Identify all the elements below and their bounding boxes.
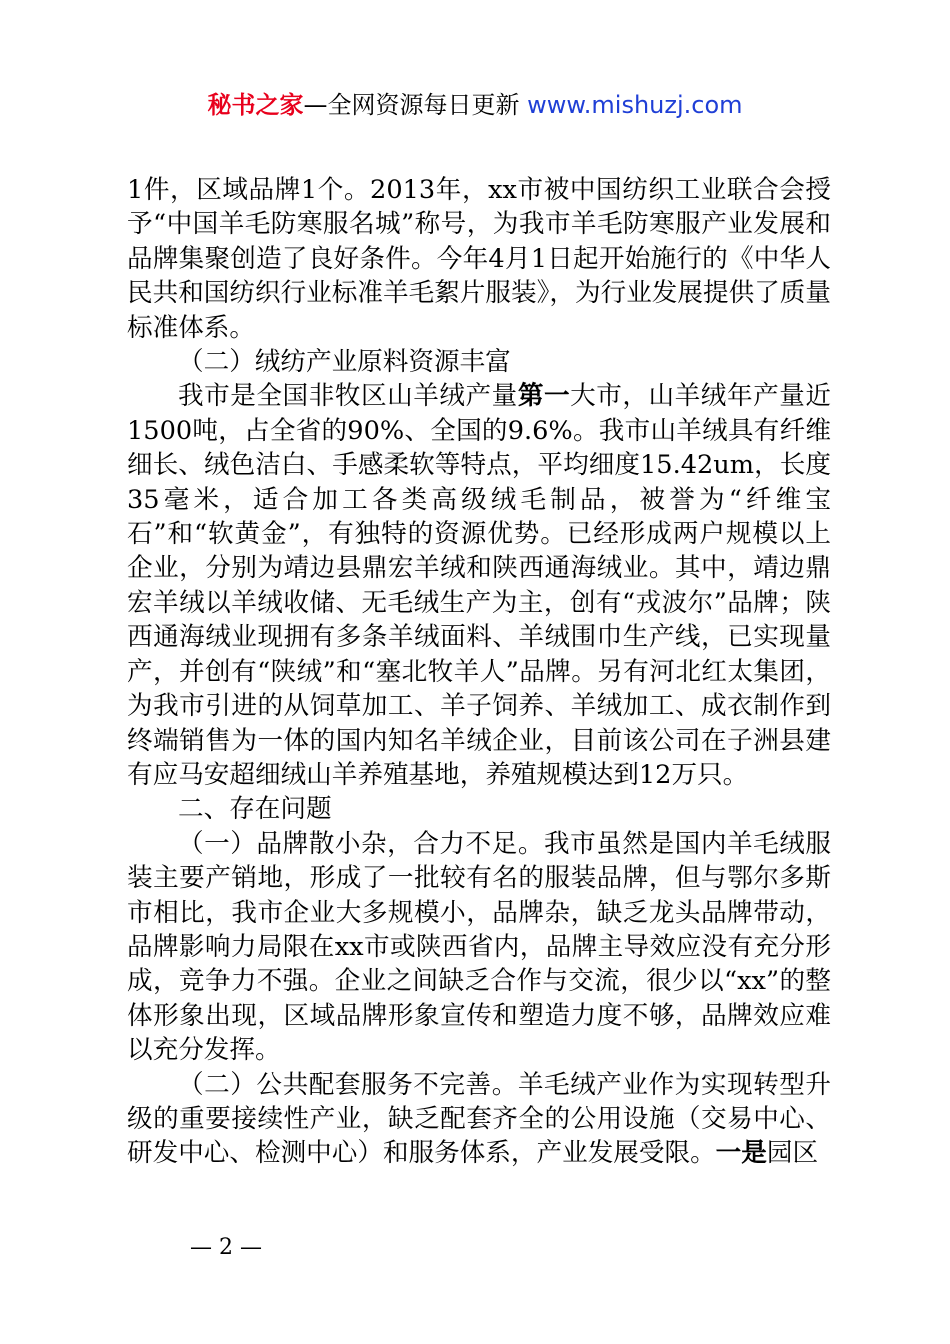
brand-name: 秘书之家	[207, 91, 304, 119]
document-body	[127, 173, 831, 1171]
header-tagline: —全网资源每日更新	[303, 91, 528, 119]
section-heading-raw-materials: （二）绒纺产业原料资源丰富	[178, 347, 511, 378]
bold-emphasis: 一是	[715, 1138, 767, 1169]
paragraph-brand-problems: （一）品牌散小杂，合力不足。我市虽然是国内羊毛绒服装主要产销地，形成了一批较有名的服装品牌，但与鄂尔多斯市相比，我市企业大多规模小，品牌杂，缺乏龙头品牌带动，品牌影响力局限在xx市或陕西省内，品牌主导效应没有充分形成，竞争力不强。企业之间缺乏合作与交流，很少以“xx”的整体形象出现，区域品牌形象宣传和塑造力度不够，品牌效应难以充分发挥。	[127, 828, 831, 1066]
paragraph-cashmere-resources	[127, 379, 831, 792]
paragraph-brand-summary: 1件，区域品牌1个。2013年，xx市被中国纺织工业联合会授予“中国羊毛防寒服名城”称号，为我市羊毛防寒服产业发展和品牌集聚创造了良好条件。今年4月1日起开始施行的《中华人民共和国纺织行业标准羊毛絮片服装》，为行业发展提供了质量标准体系。	[127, 175, 831, 343]
section-heading-problems: 二、存在问题	[178, 794, 332, 825]
paragraph-public-services	[127, 1068, 831, 1171]
website-link[interactable]: www.mishuzj.com	[527, 91, 743, 119]
page-number: — 2 —	[190, 1235, 262, 1260]
paragraph-text: 我市是全国非牧区山羊绒产量	[178, 381, 518, 412]
site-header	[0, 90, 950, 120]
paragraph-text: 大市，山羊绒年产量近1500吨，占全省的90%、全国的9.6%。我市山羊绒具有纤维细长、绒色洁白、手感柔软等特点，平均细度15.42um，长度35毫米，适合加工各类高级绒毛制品，被誉为“纤维宝石”和“软黄金”，有独特的资源优势。已经形成两户规模以上企业，分别为靖边县鼎宏羊绒和陕西通海绒业。其中，靖边鼎宏羊绒以羊绒收储、无毛绒生产为主，创有“戎波尔”品牌；陕西通海绒业现拥有多条羊绒面料、羊绒围巾生产线，已实现量产，并创有“陕绒”和“塞北牧羊人”品牌。另有河北红太集团，为我市引进的从饲草加工、羊子饲养、羊绒加工、成衣制作到终端销售为一体的国内知名羊绒企业，目前该公司在子洲县建有应马安超细绒山羊养殖基地，养殖规模达到12万只。	[127, 381, 831, 790]
bold-emphasis: 第一	[517, 381, 571, 412]
paragraph-text: （二）公共配套服务不完善。羊毛绒产业作为实现转型升级的重要接续性产业，缺乏配套齐全的公用设施（交易中心、研发中心、检测中心）和服务体系，产业发展受限。	[127, 1069, 831, 1169]
paragraph-text: 园区	[766, 1138, 819, 1169]
